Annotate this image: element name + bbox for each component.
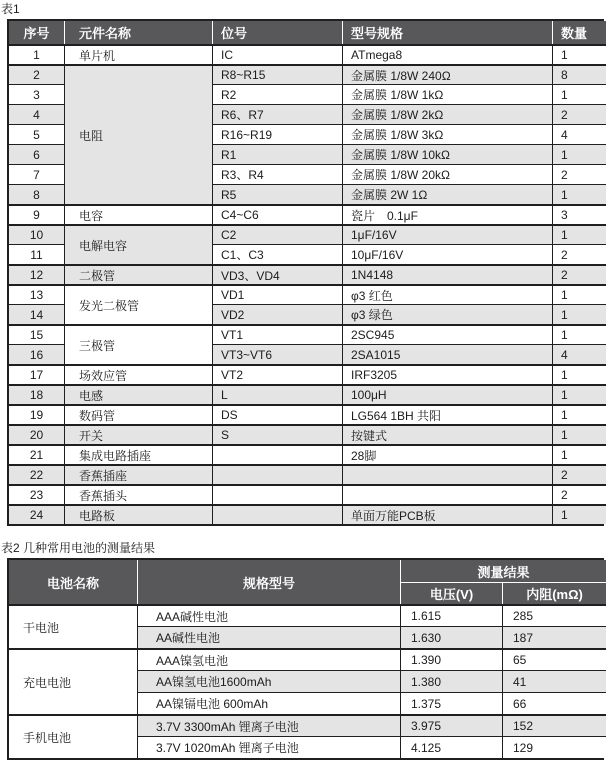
cell-serial: 17 [9,364,64,384]
column-header-0: 序号 [9,21,64,44]
table-row [9,604,606,626]
cell-spec: ATmega8 [342,44,552,64]
cell-serial: 14 [9,304,64,324]
parts-table-body [9,44,606,524]
cell-ref-designator: VT1 [212,324,342,344]
cell-qty: 3 [552,204,606,224]
table-row [9,648,606,670]
table2-caption: 表2 几种常用电池的测量结果 [1,541,156,555]
cell-serial: 16 [9,344,64,364]
cell-qty: 1 [552,404,606,424]
cell-qty: 1 [552,304,606,324]
cell-ref-designator: VT2 [212,364,342,384]
cell-spec: 金属膜 1/8W 2kΩ [342,104,552,124]
cell-component-name: 三极管 [64,324,212,364]
table-row [9,284,606,304]
table-row [9,504,606,524]
cell-qty: 2 [552,104,606,124]
cell-ref-designator: R3、R4 [212,164,342,184]
cell-voltage: 4.125 [400,736,502,758]
table-row [9,364,606,384]
cell-component-name: 电路板 [64,504,212,524]
cell-component-name: 单片机 [64,44,212,64]
cell-serial: 8 [9,184,64,204]
table-row [9,404,606,424]
cell-spec: 2SC945 [342,324,552,344]
cell-qty: 1 [552,184,606,204]
battery-table-frame [7,558,604,760]
cell-serial: 13 [9,284,64,304]
cell-qty: 1 [552,504,606,524]
cell-spec: 金属膜 2W 1Ω [342,184,552,204]
cell-qty: 1 [552,284,606,304]
cell-serial: 9 [9,204,64,224]
cell-serial: 3 [9,84,64,104]
cell-serial: 10 [9,224,64,244]
cell-spec: 金属膜 1/8W 10kΩ [342,144,552,164]
cell-voltage: 1.615 [400,604,502,626]
cell-qty: 1 [552,224,606,244]
cell-spec: 28脚 [342,444,552,464]
cell-ref-designator: R1 [212,144,342,164]
cell-qty: 2 [552,464,606,484]
cell-qty: 8 [552,64,606,84]
cell-serial: 24 [9,504,64,524]
battery-table [9,560,606,758]
cell-spec: 单面万能PCB板 [342,504,552,524]
cell-serial: 18 [9,384,64,404]
cell-ref-designator: VD1 [212,284,342,304]
table-row [9,424,606,444]
parts-table-header [9,21,606,44]
cell-model: AAA碱性电池 [137,604,400,626]
cell-qty: 1 [552,364,606,384]
table-row [9,714,606,736]
cell-component-name: 数码管 [64,404,212,424]
cell-ref-designator: R16~R19 [212,124,342,144]
cell-resistance: 152 [502,714,606,736]
cell-ref-designator: C4~C6 [212,204,342,224]
table-row [9,444,606,464]
cell-serial: 15 [9,324,64,344]
cell-ref-designator [212,464,342,484]
cell-component-name: 集成电路插座 [64,444,212,464]
cell-component-name: 香蕉插头 [64,484,212,504]
cell-spec: φ3 绿色 [342,304,552,324]
cell-spec: LG564 1BH 共阳 [342,404,552,424]
cell-voltage: 1.375 [400,692,502,714]
cell-resistance: 66 [502,692,606,714]
table-row [9,64,606,84]
cell-resistance: 187 [502,626,606,648]
cell-ref-designator [212,444,342,464]
cell-voltage: 1.630 [400,626,502,648]
cell-ref-designator: IC [212,44,342,64]
column-header-4: 数量 [552,21,606,44]
cell-spec: 金属膜 1/8W 240Ω [342,64,552,84]
table-row [9,264,606,284]
cell-qty: 1 [552,384,606,404]
cell-spec: 100μH [342,384,552,404]
cell-ref-designator: VD2 [212,304,342,324]
cell-component-name: 开关 [64,424,212,444]
battery-table-header [9,560,606,604]
cell-ref-designator: DS [212,404,342,424]
column-header-result-group: 测量结果 [400,560,606,582]
cell-spec: 1N4148 [342,264,552,284]
cell-serial: 1 [9,44,64,64]
cell-model: AAA镍氢电池 [137,648,400,670]
cell-serial: 22 [9,464,64,484]
cell-voltage: 1.380 [400,670,502,692]
cell-ref-designator: R6、R7 [212,104,342,124]
cell-model: AA碱性电池 [137,626,400,648]
cell-qty: 2 [552,244,606,264]
cell-ref-designator [212,484,342,504]
cell-spec: 按键式 [342,424,552,444]
cell-spec: 2SA1015 [342,344,552,364]
cell-qty: 1 [552,324,606,344]
cell-ref-designator: VD3、VD4 [212,264,342,284]
column-header-resistance: 内阻(mΩ) [502,582,606,604]
column-header-model: 规格型号 [137,560,400,604]
column-header-3: 型号规格 [342,21,552,44]
cell-qty: 1 [552,144,606,164]
cell-battery-name: 充电电池 [9,648,137,714]
cell-component-name: 电感 [64,384,212,404]
cell-ref-designator: S [212,424,342,444]
cell-spec: IRF3205 [342,364,552,384]
cell-component-name: 发光二极管 [64,284,212,324]
cell-qty: 2 [552,484,606,504]
cell-serial: 19 [9,404,64,424]
cell-serial: 23 [9,484,64,504]
cell-qty: 2 [552,264,606,284]
cell-battery-name: 干电池 [9,604,137,648]
cell-serial: 7 [9,164,64,184]
cell-serial: 21 [9,444,64,464]
column-header-battery-name: 电池名称 [9,560,137,604]
cell-battery-name: 手机电池 [9,714,137,758]
header-row [9,21,606,44]
cell-serial: 20 [9,424,64,444]
cell-qty: 4 [552,344,606,364]
cell-serial: 4 [9,104,64,124]
cell-ref-designator: R8~R15 [212,64,342,84]
cell-serial: 6 [9,144,64,164]
table-row [9,224,606,244]
cell-spec: 金属膜 1/8W 1kΩ [342,84,552,104]
table-row [9,484,606,504]
parts-table [9,21,606,524]
cell-qty: 1 [552,424,606,444]
cell-qty: 1 [552,444,606,464]
cell-resistance: 129 [502,736,606,758]
cell-model: AA镍氢电池1600mAh [137,670,400,692]
cell-spec: 金属膜 1/8W 3kΩ [342,124,552,144]
cell-ref-designator: R5 [212,184,342,204]
cell-model: 3.7V 1020mAh 锂离子电池 [137,736,400,758]
cell-qty: 1 [552,84,606,104]
column-header-1: 元件名称 [64,21,212,44]
cell-serial: 2 [9,64,64,84]
cell-spec: 瓷片 0.1μF [342,204,552,224]
table1-caption: 表1 [1,2,20,16]
header-row-top [9,560,606,582]
cell-component-name: 二极管 [64,264,212,284]
cell-ref-designator: R2 [212,84,342,104]
cell-spec: φ3 红色 [342,284,552,304]
cell-model: AA镍镉电池 600mAh [137,692,400,714]
cell-voltage: 3.975 [400,714,502,736]
cell-spec: 1μF/16V [342,224,552,244]
battery-table-body [9,604,606,758]
cell-spec: 10μF/16V [342,244,552,264]
cell-resistance: 65 [502,648,606,670]
cell-component-name: 电解电容 [64,224,212,264]
cell-qty: 2 [552,164,606,184]
cell-ref-designator: C2 [212,224,342,244]
cell-serial: 12 [9,264,64,284]
column-header-2: 位号 [212,21,342,44]
cell-serial: 5 [9,124,64,144]
cell-voltage: 1.390 [400,648,502,670]
cell-component-name: 场效应管 [64,364,212,384]
column-header-voltage: 电压(V) [400,582,502,604]
parts-table-frame [7,19,604,526]
cell-component-name: 电阻 [64,64,212,204]
cell-serial: 11 [9,244,64,264]
cell-resistance: 41 [502,670,606,692]
cell-spec [342,484,552,504]
table-row [9,384,606,404]
table-row [9,204,606,224]
cell-qty: 4 [552,124,606,144]
cell-resistance: 285 [502,604,606,626]
cell-component-name: 电容 [64,204,212,224]
cell-component-name: 香蕉插座 [64,464,212,484]
cell-qty: 1 [552,44,606,64]
cell-ref-designator: L [212,384,342,404]
cell-ref-designator [212,504,342,524]
cell-spec: 金属膜 1/8W 20kΩ [342,164,552,184]
cell-ref-designator: C1、C3 [212,244,342,264]
cell-spec [342,464,552,484]
table-row [9,44,606,64]
cell-ref-designator: VT3~VT6 [212,344,342,364]
table-row [9,324,606,344]
table-row [9,464,606,484]
cell-model: 3.7V 3300mAh 锂离子电池 [137,714,400,736]
